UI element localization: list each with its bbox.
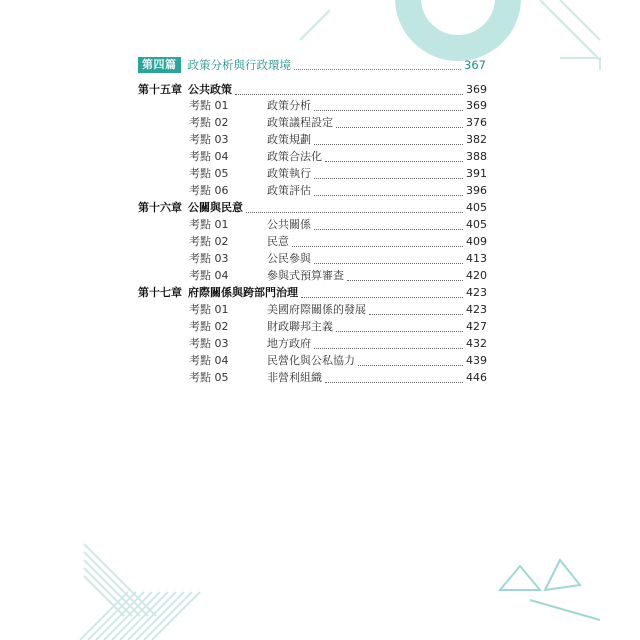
toc-point[interactable]: [189, 183, 487, 199]
chapter-page-number: 369: [466, 83, 487, 96]
dot-leader: [369, 305, 463, 315]
toc-point[interactable]: [189, 370, 487, 386]
point-page-number: 382: [466, 133, 487, 146]
point-number: 考點 04: [189, 354, 229, 367]
point-page-number: 446: [466, 371, 487, 384]
point-title: 政策分析: [267, 99, 311, 112]
toc-point[interactable]: [189, 98, 487, 114]
dot-leader: [246, 203, 463, 213]
point-number: 考點 02: [189, 320, 229, 333]
chapter-title: 公共政策: [188, 83, 232, 96]
point-page-number: 396: [466, 184, 487, 197]
point-title: 地方政府: [267, 337, 311, 350]
point-page-number: 405: [466, 218, 487, 231]
point-title: 美國府際關係的發展: [267, 303, 366, 316]
toc-point[interactable]: [189, 336, 487, 352]
triangle-decoration: [500, 560, 600, 620]
point-page-number: 369: [466, 99, 487, 112]
dot-leader: [314, 101, 463, 111]
point-title: 政策評估: [267, 184, 311, 197]
point-title: 非營利組織: [267, 371, 322, 384]
toc-point[interactable]: [189, 353, 487, 369]
point-number: 考點 03: [189, 252, 229, 265]
dot-leader: [294, 60, 461, 70]
part-label: 第四篇: [138, 57, 181, 73]
point-number: 考點 01: [189, 99, 229, 112]
point-page-number: 391: [466, 167, 487, 180]
dot-leader: [314, 254, 463, 264]
toc-point[interactable]: [189, 251, 487, 267]
point-number: 考點 05: [189, 371, 229, 384]
point-number: 考點 04: [189, 269, 229, 282]
dot-leader: [292, 237, 463, 247]
toc-chapter-15[interactable]: [138, 82, 487, 98]
dot-leader: [325, 152, 463, 162]
toc-chapter-17[interactable]: [138, 285, 487, 301]
point-page-number: 376: [466, 116, 487, 129]
point-page-number: 388: [466, 150, 487, 163]
dot-leader: [314, 186, 463, 196]
dot-leader: [358, 356, 463, 366]
point-number: 考點 05: [189, 167, 229, 180]
toc-point[interactable]: [189, 234, 487, 250]
point-number: 考點 04: [189, 150, 229, 163]
point-title: 政策執行: [267, 167, 311, 180]
chapter-number: 第十七章: [138, 286, 182, 299]
point-page-number: 423: [466, 303, 487, 316]
toc-point[interactable]: [189, 302, 487, 318]
toc-point[interactable]: [189, 115, 487, 131]
point-number: 考點 06: [189, 184, 229, 197]
hatch-decoration: [80, 544, 200, 640]
dot-leader: [336, 118, 463, 128]
point-title: 公民參與: [267, 252, 311, 265]
point-title: 財政聯邦主義: [267, 320, 333, 333]
point-number: 考點 03: [189, 337, 229, 350]
dot-leader: [301, 288, 463, 298]
toc-point[interactable]: [189, 149, 487, 165]
chapter-page-number: 405: [466, 201, 487, 214]
dot-leader: [314, 169, 463, 179]
point-number: 考點 02: [189, 116, 229, 129]
point-title: 民營化與公私協力: [267, 354, 355, 367]
point-page-number: 439: [466, 354, 487, 367]
chapter-page-number: 423: [466, 286, 487, 299]
point-page-number: 413: [466, 252, 487, 265]
dot-leader: [347, 271, 463, 281]
ring-decoration: [408, 0, 508, 48]
dot-leader: [235, 85, 463, 95]
dot-leader: [314, 135, 463, 145]
point-number: 考點 01: [189, 303, 229, 316]
chapter-title: 府際關係與跨部門治理: [188, 286, 298, 299]
dot-leader: [336, 322, 463, 332]
point-page-number: 409: [466, 235, 487, 248]
dot-leader: [314, 339, 463, 349]
toc-point[interactable]: [189, 268, 487, 284]
point-number: 考點 01: [189, 218, 229, 231]
toc-chapter-16[interactable]: [138, 200, 487, 216]
toc-point[interactable]: [189, 132, 487, 148]
chapter-number: 第十五章: [138, 83, 182, 96]
toc-point[interactable]: [189, 319, 487, 335]
point-title: 參與式預算審查: [267, 269, 344, 282]
dot-leader: [325, 373, 463, 383]
point-title: 政策議程設定: [267, 116, 333, 129]
part-page-number: 367: [464, 58, 486, 72]
point-title: 民意: [267, 235, 289, 248]
point-title: 政策合法化: [267, 150, 322, 163]
point-number: 考點 02: [189, 235, 229, 248]
toc-point[interactable]: [189, 217, 487, 233]
point-number: 考點 03: [189, 133, 229, 146]
part-heading[interactable]: [138, 57, 486, 73]
part-title: 政策分析與行政環境: [187, 58, 291, 72]
point-page-number: 427: [466, 320, 487, 333]
toc-point[interactable]: [189, 166, 487, 182]
point-page-number: 432: [466, 337, 487, 350]
point-title: 政策規劃: [267, 133, 311, 146]
chapter-title: 公關與民意: [188, 201, 243, 214]
dot-leader: [314, 220, 463, 230]
chapter-number: 第十六章: [138, 201, 182, 214]
point-page-number: 420: [466, 269, 487, 282]
point-title: 公共關係: [267, 218, 311, 231]
